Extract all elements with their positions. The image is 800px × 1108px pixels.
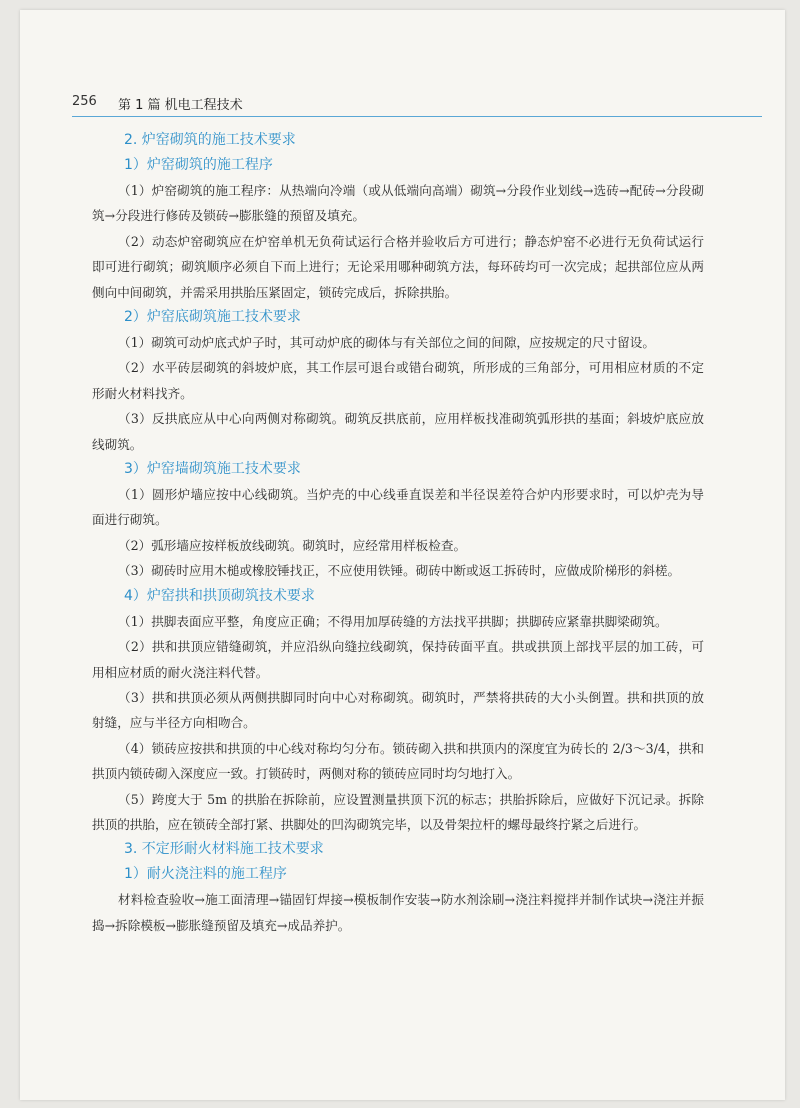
subsection-heading: 2）炉窑底砌筑施工技术要求 [124,309,301,326]
paragraph: （2）动态炉窑砌筑应在炉窑单机无负荷试运行合格并验收后方可进行；静态炉窑不必进行无负荷试运行即可进行砌筑；砌筑顺序必须自下而上进行；无论采用哪种砌筑方法，每环砖均可一次完成；起拱部位应从两侧向中间砌筑，并需采用拱胎压紧固定，锁砖完成后，拆除拱胎。 [92,233,704,300]
subsection-heading: 4）炉窑拱和拱顶砌筑技术要求 [124,587,315,604]
header-rule [72,116,762,117]
section-heading: 2. 炉窑砌筑的施工技术要求 [124,132,296,148]
paragraph: （3）砌砖时应用木槌或橡胶锤找正，不应使用铁锤。砌砖中断或返工拆砖时，应做成阶梯形的斜槎。 [118,563,681,579]
paragraph: （1）砌筑可动炉底式炉子时，其可动炉底的砌体与有关部位之间的间隙，应按规定的尺寸留设。 [118,335,655,351]
chapter-title: 第 1 篇 机电工程技术 [118,98,243,113]
paragraph: （3）拱和拱顶必须从两侧拱脚同时向中心对称砌筑。砌筑时，严禁将拱砖的大小头倒置。拱和拱顶的放射缝，应与半径方向相吻合。 [92,689,704,731]
paragraph: （1）拱脚表面应平整，角度应正确；不得用加厚砖缝的方法找平拱脚；拱脚砖应紧靠拱脚梁砌筑。 [118,613,668,629]
page-body [92,128,704,938]
section-heading: 3. 不定形耐火材料施工技术要求 [124,841,324,858]
paragraph: （2）拱和拱顶应错缝砌筑，并应沿纵向缝拉线砌筑，保持砖面平直。拱或拱顶上部找平层的加工砖，可用相应材质的耐火浇注料代替。 [92,639,704,680]
paragraph: （5）跨度大于 5m 的拱胎在拆除前，应设置测量拱顶下沉的标志；拱胎拆除后，应做好下沉记录。拆除拱顶的拱胎，应在锁砖全部打紧、拱脚处的凹沟砌筑完毕，以及骨架拉杆的螺母最终拧紧之后进行。 [92,791,704,832]
paragraph: （3）反拱底应从中心向两侧对称砌筑。砌筑反拱底前，应用样板找准砌筑弧形拱的基面；斜坡炉底应放线砌筑。 [92,411,704,452]
subsection-heading: 1）炉窑砌筑的施工程序 [124,157,273,173]
subsection-heading: 1）耐火浇注料的施工程序 [124,866,287,883]
paragraph: 材料检查验收→施工面清理→锚固钉焊接→模板制作安装→防水剂涂刷→浇注料搅拌并制作试块→浇注并振捣→拆除模板→膨胀缝预留及填充→成品养护。 [92,892,704,933]
book-page [20,10,785,1100]
page-header [72,88,762,116]
paragraph: （4）锁砖应按拱和拱顶的中心线对称均匀分布。锁砖砌入拱和拱顶内的深度宜为砖长的 2/3～3/4，拱和拱顶内锁砖砌入深度应一致。打锁砖时，两侧对称的锁砖应同时均匀地打入。 [92,740,704,782]
paragraph: （1）圆形炉墙应按中心线砌筑。当炉壳的中心线垂直误差和半径误差符合炉内形要求时，可以炉壳为导面进行砌筑。 [92,487,704,528]
paragraph: （2）弧形墙应按样板放线砌筑。砌筑时，应经常用样板检查。 [118,537,467,553]
subsection-heading: 3）炉窑墙砌筑施工技术要求 [124,461,301,478]
page-number: 256 [72,94,97,109]
paragraph: （2）水平砖层砌筑的斜坡炉底，其工作层可退台或错台砌筑，所形成的三角部分，可用相应材质的不定形耐火材料找齐。 [92,360,704,401]
paragraph: （1）炉窑砌筑的施工程序：从热端向冷端（或从低端向高端）砌筑→分段作业划线→选砖→配砖→分段砌筑→分段进行修砖及锁砖→膨胀缝的预留及填充。 [92,183,704,224]
